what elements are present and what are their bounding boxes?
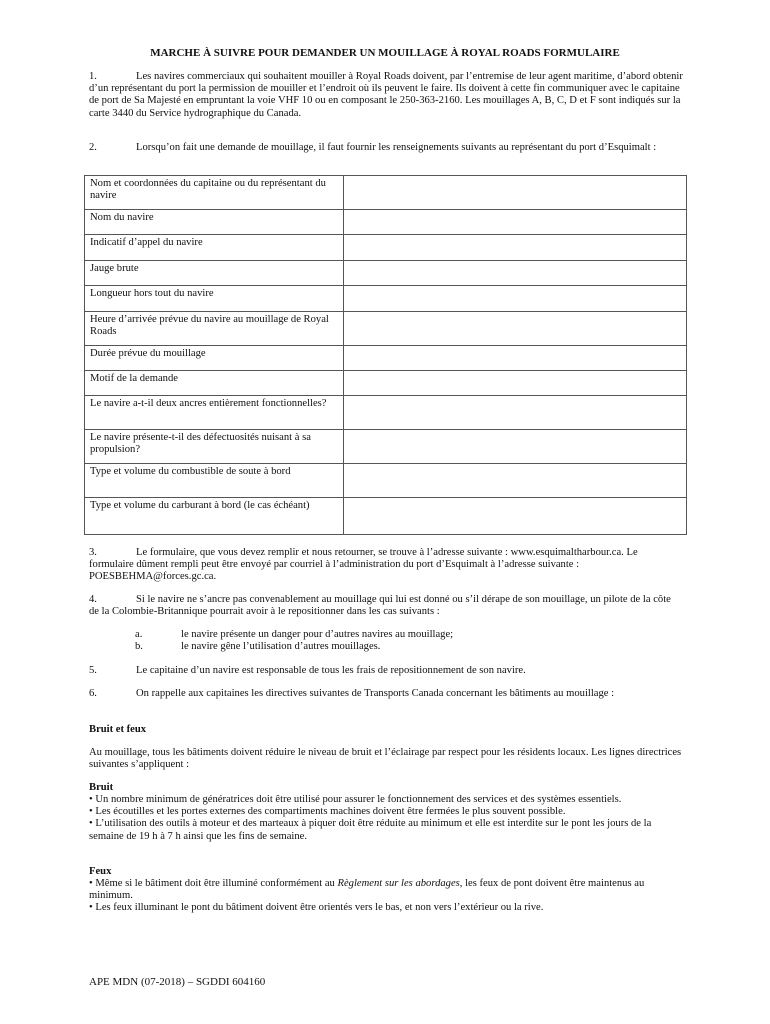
field-label: Jauge brute — [85, 261, 344, 286]
field-value-cell[interactable] — [344, 464, 687, 498]
list-letter: b. — [135, 641, 143, 652]
paragraph-number: 2. — [89, 142, 97, 153]
paragraph-text-continued: maritime, d’abord obtenir d’un représentant du port la permission de mouiller et l’endroit où ils peuvent le faire. Ils doivent à cette fin communiquer avec le capitaine de port de Sa Majesté en empruntant la voie VHF 10 ou en composant le 250-363-2160. Les mouillages A, B, C, D et F sont indiqués sur la carte 3440 du Service hydrographique du Canada. — [89, 71, 683, 119]
field-value-cell[interactable] — [344, 396, 687, 430]
bullet-text: , les feux de pont doivent être maintenus au minimum. — [89, 878, 645, 902]
table-row — [85, 346, 687, 371]
paragraph-text: Le capitaine d’un navire est responsable de tous les frais de repositionnement de son navire. — [136, 665, 526, 676]
table-row — [85, 498, 687, 535]
field-value-cell[interactable] — [344, 176, 687, 210]
field-value-cell[interactable] — [344, 430, 687, 464]
table-row — [85, 210, 687, 235]
field-value-cell[interactable] — [344, 210, 687, 235]
bullet-item: • Les feux illuminant le pont du bâtiment doivent être orientés vers le bas, et non vers l’extérieur ou la rive. — [89, 902, 544, 914]
list-letter: a. — [135, 629, 143, 640]
field-value-cell[interactable] — [344, 371, 687, 396]
paragraph-number: 3. — [89, 547, 97, 558]
bullet-item: • Un nombre minimum de génératrices doit être utilisé pour assurer le fonctionnement des services et des systèmes essentiels. — [89, 794, 622, 805]
field-label: Motif de la demande — [85, 371, 344, 396]
table-row — [85, 235, 687, 261]
field-label: Longueur hors tout du navire — [85, 286, 344, 312]
paragraph-text: Le formulaire, que vous devez remplir et nous retourner, se trouve à l’adresse suivante : — [136, 547, 508, 558]
paragraph-number: 1. — [89, 71, 97, 82]
feux-list — [89, 878, 683, 915]
section-heading: Bruit et feux — [89, 724, 147, 735]
field-value-cell[interactable] — [344, 312, 687, 346]
bullet-item: • Les écoutilles et les portes externes des compartiments machines doivent être fermées le plus souvent possible. — [89, 806, 566, 818]
field-label: Indicatif d’appel du navire — [85, 235, 344, 261]
feux-heading: Feux — [89, 866, 112, 877]
table-row — [85, 261, 687, 286]
table-row — [85, 396, 687, 430]
document-title: MARCHE À SUIVRE POUR DEMANDER UN MOUILLAGE À ROYAL ROADS FORMULAIRE — [150, 47, 620, 59]
field-value-cell[interactable] — [344, 235, 687, 261]
field-label: Le navire présente-t-il des défectuosités nuisant à sa propulsion? — [85, 430, 344, 464]
paragraph-text: Les navires commerciaux qui souhaitent mouiller à Royal Roads doivent, par l’entremise de leur agent — [136, 71, 572, 82]
paragraph-text: Lorsqu’on fait une demande de mouillage, il faut fournir les renseignements suivants au représentant du — [136, 142, 577, 153]
table-row — [85, 286, 687, 312]
bruit-heading: Bruit — [89, 782, 114, 793]
paragraph-5 — [89, 665, 683, 677]
table-row — [85, 430, 687, 464]
field-label: Heure d’arrivée prévue du navire au mouillage de Royal Roads — [85, 312, 344, 346]
section-intro: Au mouillage, tous les bâtiments doivent réduire le niveau de bruit et l’éclairage par respect pour les résidents locaux. Les lignes directrices suivantes s’appliquent : — [89, 747, 682, 771]
field-label: Nom et coordonnées du capitaine ou du représentant du navire — [85, 176, 344, 210]
paragraph-text-continued: www.esquimaltharbour.ca. Le formulaire dûment rempli peut être envoyé par courriel à l’administration du port d’Esquimalt à l’adresse suivante : POESBEHMA@forces.gc.ca. — [89, 547, 638, 583]
paragraph-4 — [89, 594, 683, 618]
field-value-cell[interactable] — [344, 346, 687, 371]
list-item-b — [135, 641, 380, 653]
field-value-cell[interactable] — [344, 498, 687, 535]
footer-form-number: APE MDN (07-2018) – SGDDI 604160 — [89, 976, 266, 988]
request-form-table — [84, 175, 687, 535]
paragraph-1 — [89, 71, 683, 120]
table-row — [85, 464, 687, 498]
list-text: le navire gêne l’utilisation d’autres mouillages. — [181, 641, 381, 652]
paragraph-text: On rappelle aux capitaines les directives suivantes de Transports Canada concernant les bâtiments au — [136, 688, 564, 699]
paragraph-6 — [89, 688, 683, 700]
paragraph-number: 4. — [89, 594, 97, 605]
bullet-item: • L’utilisation des outils à moteur et des marteaux à piquer doit être réduite au minimum et elle est interdite sur le pont les jours de la semaine de 19 h à 7 h ainsi que les fins de semaine. — [89, 818, 652, 842]
paragraph-text-continued: un pilote de la côte de la Colombie-Britannique pourrait avoir à le repositionner dans les cas suivants : — [89, 594, 671, 618]
field-label: Durée prévue du mouillage — [85, 346, 344, 371]
field-value-cell[interactable] — [344, 286, 687, 312]
field-label: Type et volume du combustible de soute à bord — [85, 464, 344, 498]
table-row — [85, 312, 687, 346]
table-row — [85, 371, 687, 396]
bruit-list — [89, 794, 683, 843]
table-row — [85, 176, 687, 210]
list-item-a — [135, 629, 453, 641]
list-text: le navire présente un danger pour d’autres navires au mouillage; — [181, 629, 454, 640]
field-value-cell[interactable] — [344, 261, 687, 286]
field-label: Type et volume du carburant à bord (le cas échéant) — [85, 498, 344, 535]
paragraph-text-continued: port d’Esquimalt : — [579, 142, 657, 153]
paragraph-3 — [89, 547, 683, 584]
paragraph-text: Si le navire ne s’ancre pas convenablement au mouillage qui lui est donné ou s’il dérape de son mouillage, — [136, 594, 588, 605]
paragraph-2 — [89, 142, 683, 154]
field-label: Le navire a-t-il deux ancres entièrement fonctionnelles? — [85, 396, 344, 430]
bullet-item — [89, 878, 683, 902]
bullet-text: • Même si le bâtiment doit être illuminé conformément au — [89, 878, 338, 889]
paragraph-number: 5. — [89, 665, 97, 676]
paragraph-number: 6. — [89, 688, 97, 699]
regulation-title: Règlement sur les abordages — [337, 878, 460, 889]
paragraph-text-continued: mouillage : — [566, 688, 615, 699]
field-label: Nom du navire — [85, 210, 344, 235]
